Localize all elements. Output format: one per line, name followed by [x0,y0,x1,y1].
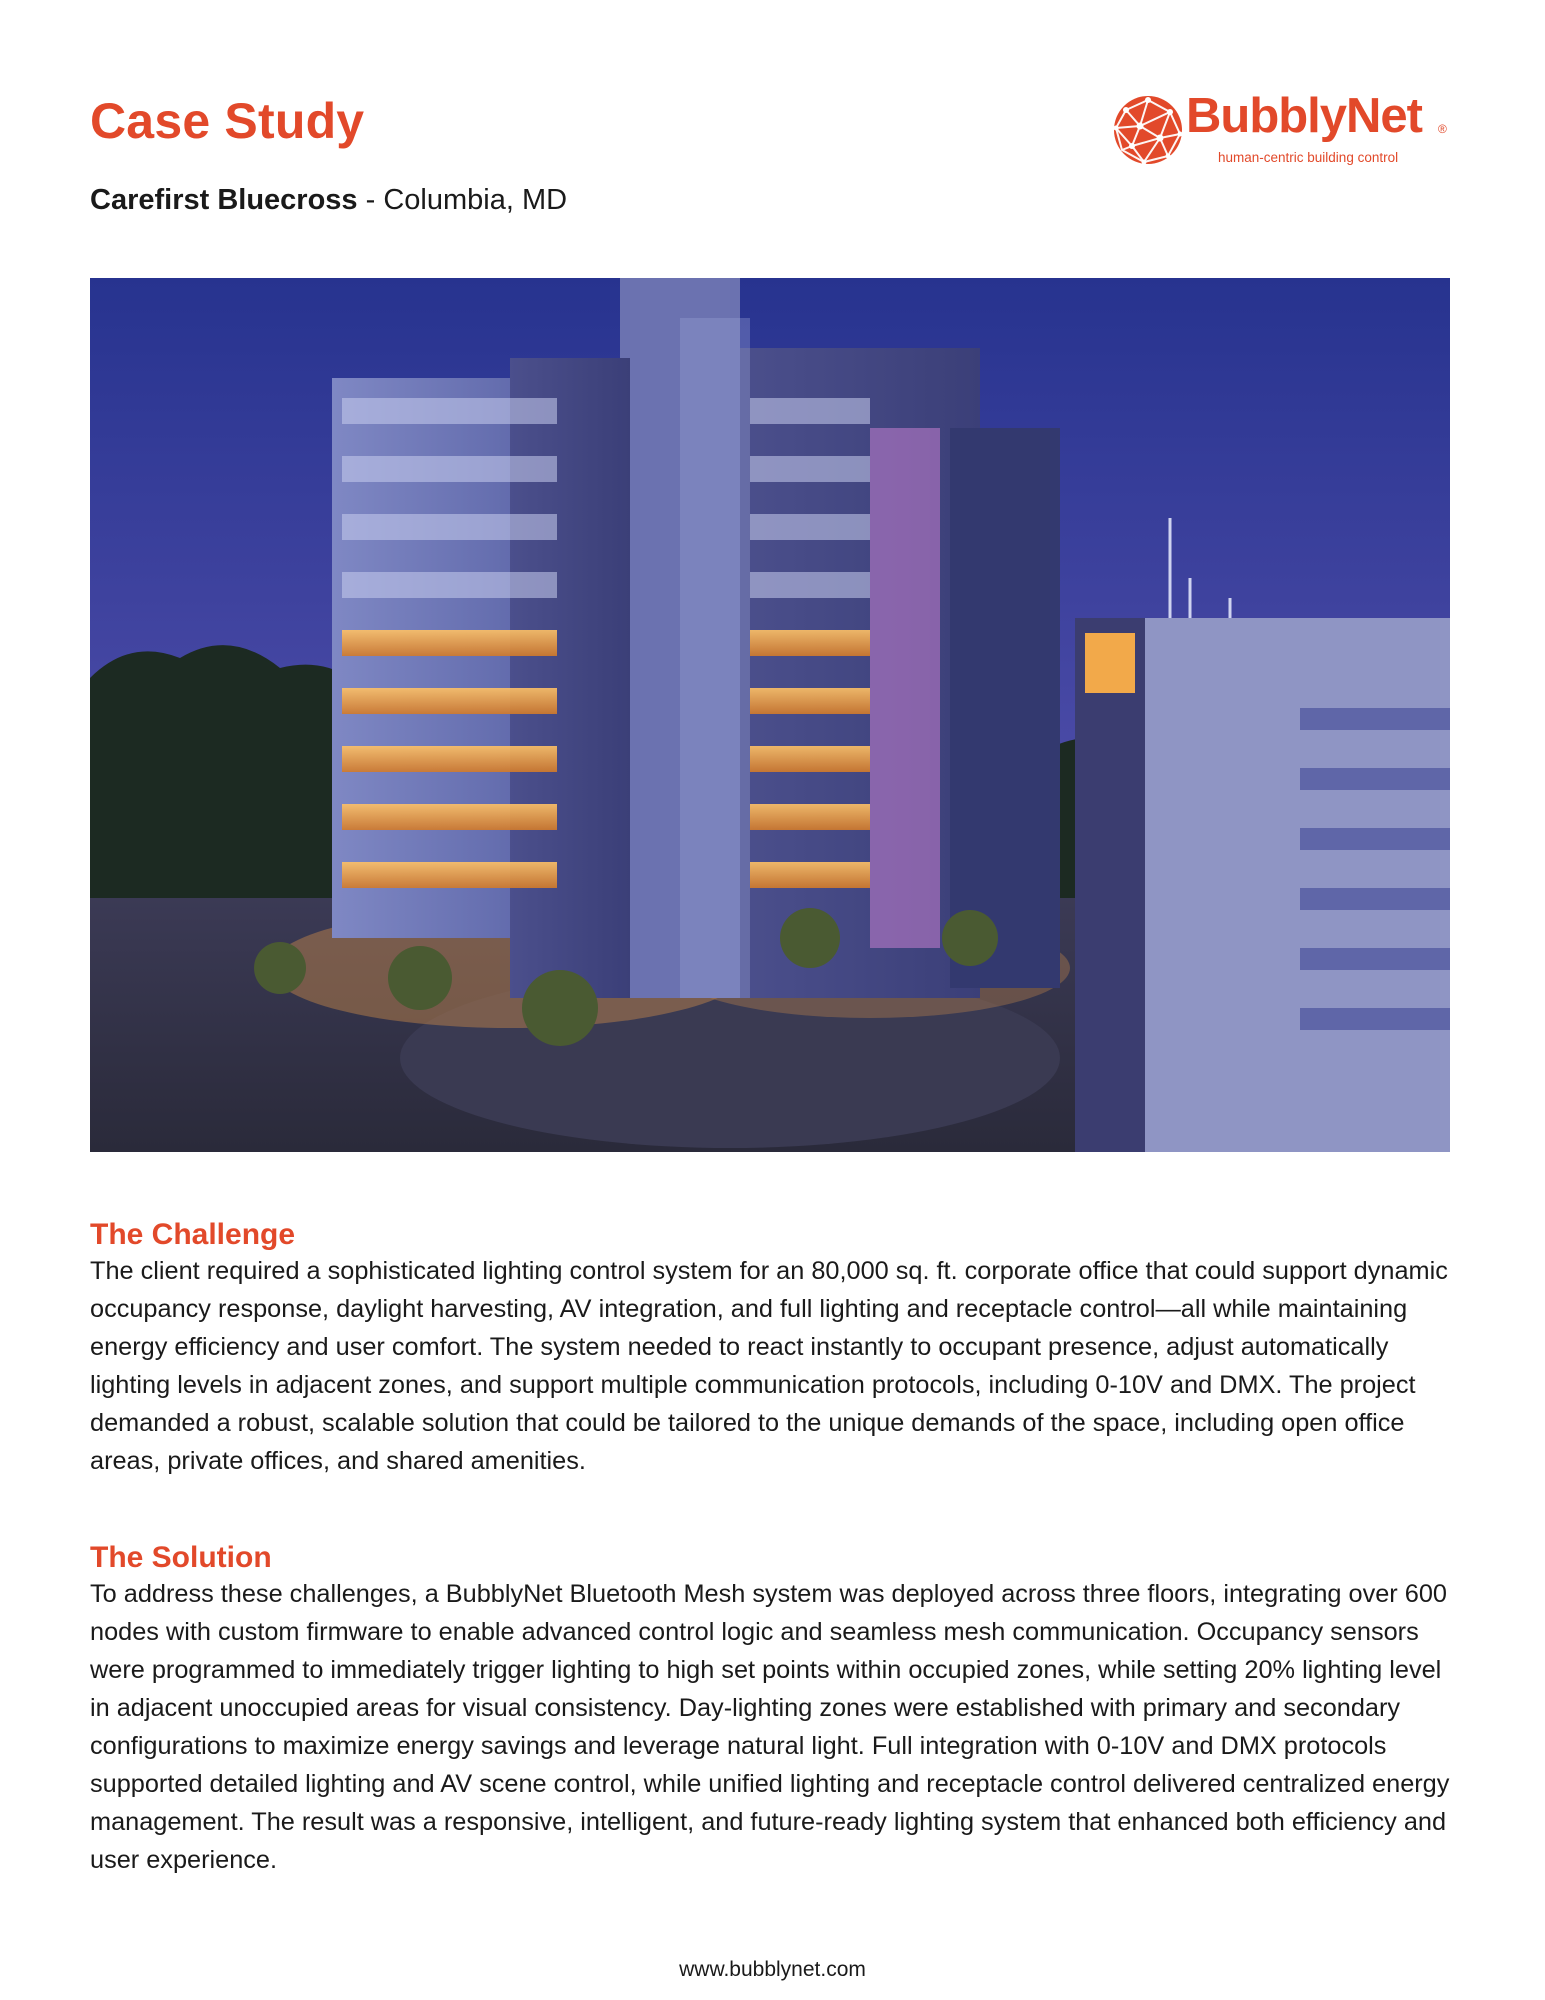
solution-body: To address these challenges, a BubblyNet Bluetooth Mesh system was deployed across three floors, integrating over 600 nodes with custom firmware to enable advanced control logic and seamless mesh communication. Occupancy sensors were programmed to immediately trigger lighting to high set points within occupied zones, while setting 20% lighting level in adjacent unoccupied areas for visual consistency. Day-lighting zones were established with primary and secondary configurations to maximize energy savings and leverage natural light. Full integration with 0-10V and DMX protocols supported detailed lighting and AV scene control, while unified lighting and receptacle control delivered centralized energy management. The result was a responsive, intelligent, and future-ready lighting system that enhanced both efficiency and user experience. [90,1580,1450,1874]
page-title: Case Study [90,93,365,149]
bubblynet-logo [1110,88,1460,178]
challenge-body: The client required a sophisticated lighting control system for an 80,000 sq. ft. corporate office that could support dynamic occupancy response, daylight harvesting, AV integration, and full lighting and receptacle control—all while maintaining energy efficiency and user comfort. The system needed to react instantly to occupant presence, adjust automatically lighting levels in adjacent zones, and support multiple communication protocols, including 0-10V and DMX. The project demanded a robust, scalable solution that could be tailored to the unique demands of the space, including open office areas, private offices, and shared amenities. [90,1257,1448,1475]
footer-url: www.bubblynet.com [679,1958,866,1981]
challenge-section [90,1218,1460,1480]
logo-brand-name: BubblyNet [1186,89,1422,143]
building-photo [90,278,1450,1152]
logo-registered-mark: ® [1438,122,1447,136]
client-line [90,184,567,217]
solution-heading: The Solution [90,1541,272,1574]
challenge-heading: The Challenge [90,1218,296,1251]
client-location: - Columbia, MD [365,184,568,216]
solution-section [90,1541,1460,1879]
globe-network-icon [1110,90,1186,170]
client-name: Carefirst Bluecross [90,184,358,216]
logo-tagline: human-centric building control [1218,150,1399,165]
